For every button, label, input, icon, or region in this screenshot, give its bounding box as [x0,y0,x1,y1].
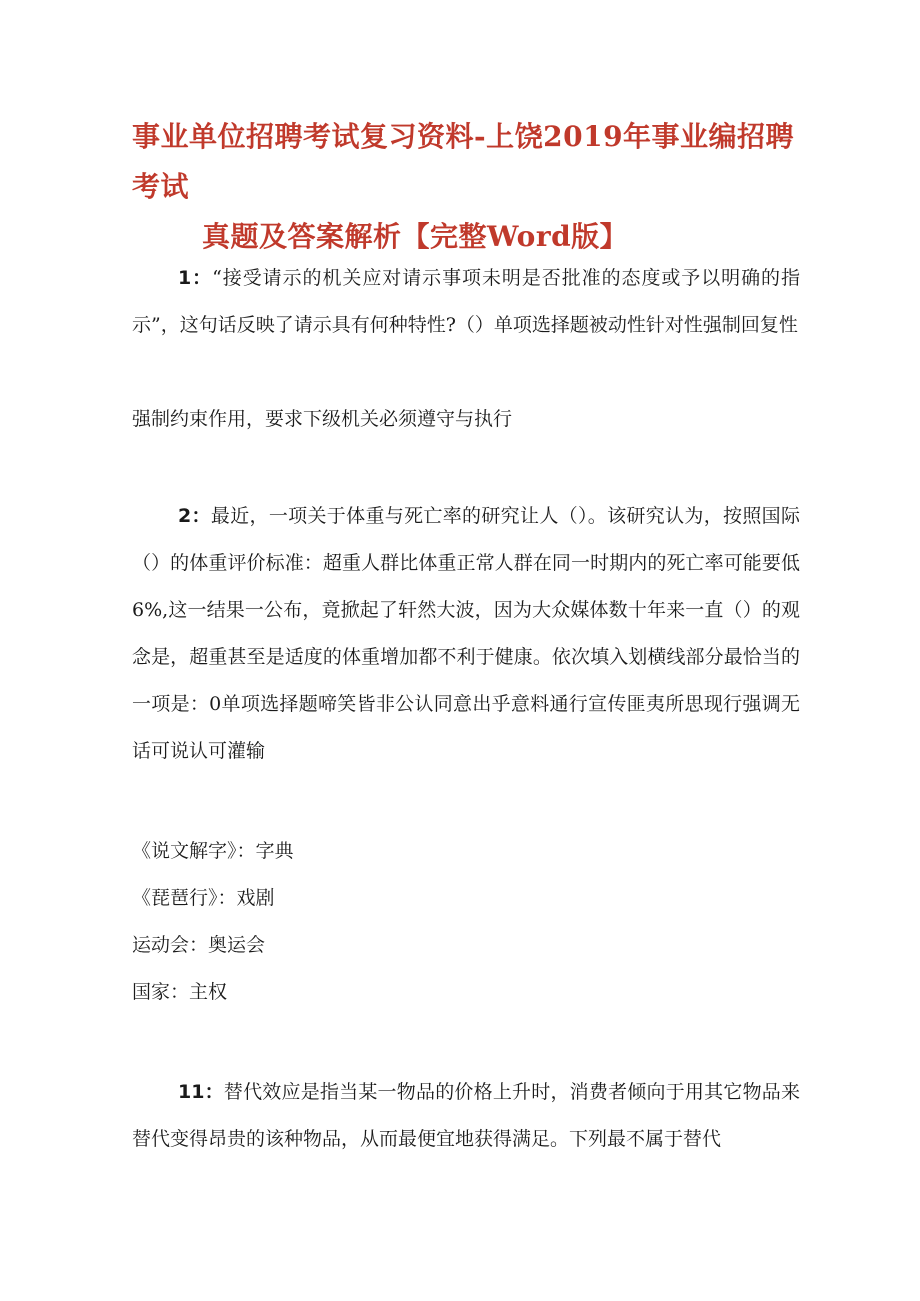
question-11 [132,1069,800,1163]
question-text: 最近，一项关于体重与死亡率的研究让人（）。该研究认为，按照国际（）的体重评价标准：超重人群比体重正常人群在同一时期内的死亡率可能要低6%,这一结果一公布，竟掀起了轩然大波，因为大众媒体数十年来一直（）的观念是，超重甚至是适度的体重增加都不利于健康。依次填入划横线部分最恰当的一项是：0单项选择题啼笑皆非公认同意出乎意料通行宣传匪夷所思现行强调无话可说认可灌输 [132,505,800,762]
question-number: 11： [178,1081,224,1103]
question-1 [132,255,800,349]
question-number: 1： [178,267,213,289]
question-text: 替代效应是指当某一物品的价格上升时，消费者倾向于用其它物品来替代变得昂贵的该种物品，从而最便宜地获得满足。下列最不属于替代 [132,1081,800,1150]
title-line-2: 真题及答案解析【完整Word版】 [202,220,629,253]
document-title [132,112,812,262]
title-line-1: 事业单位招聘考试复习资料-上饶2019年事业编招聘考试 [132,120,795,203]
question-text: “接受请示的机关应对请示事项未明是否批准的态度或予以明确的指示”，这句话反映了请示具有何种特性?（）单项选择题被动性针对性强制回复性 [132,267,800,336]
question-2 [132,493,800,775]
analogy-line: 国家：主权 [132,981,228,1003]
question-number: 2： [178,505,211,527]
analogy-line: 《琵琶行》：戏剧 [132,887,275,909]
question-1-extra: 强制约束作用，要求下级机关必须遵守与执行 [132,408,513,430]
analogy-line: 运动会：奥运会 [132,934,266,956]
analogy-line: 《说文解字》：字典 [132,840,294,862]
